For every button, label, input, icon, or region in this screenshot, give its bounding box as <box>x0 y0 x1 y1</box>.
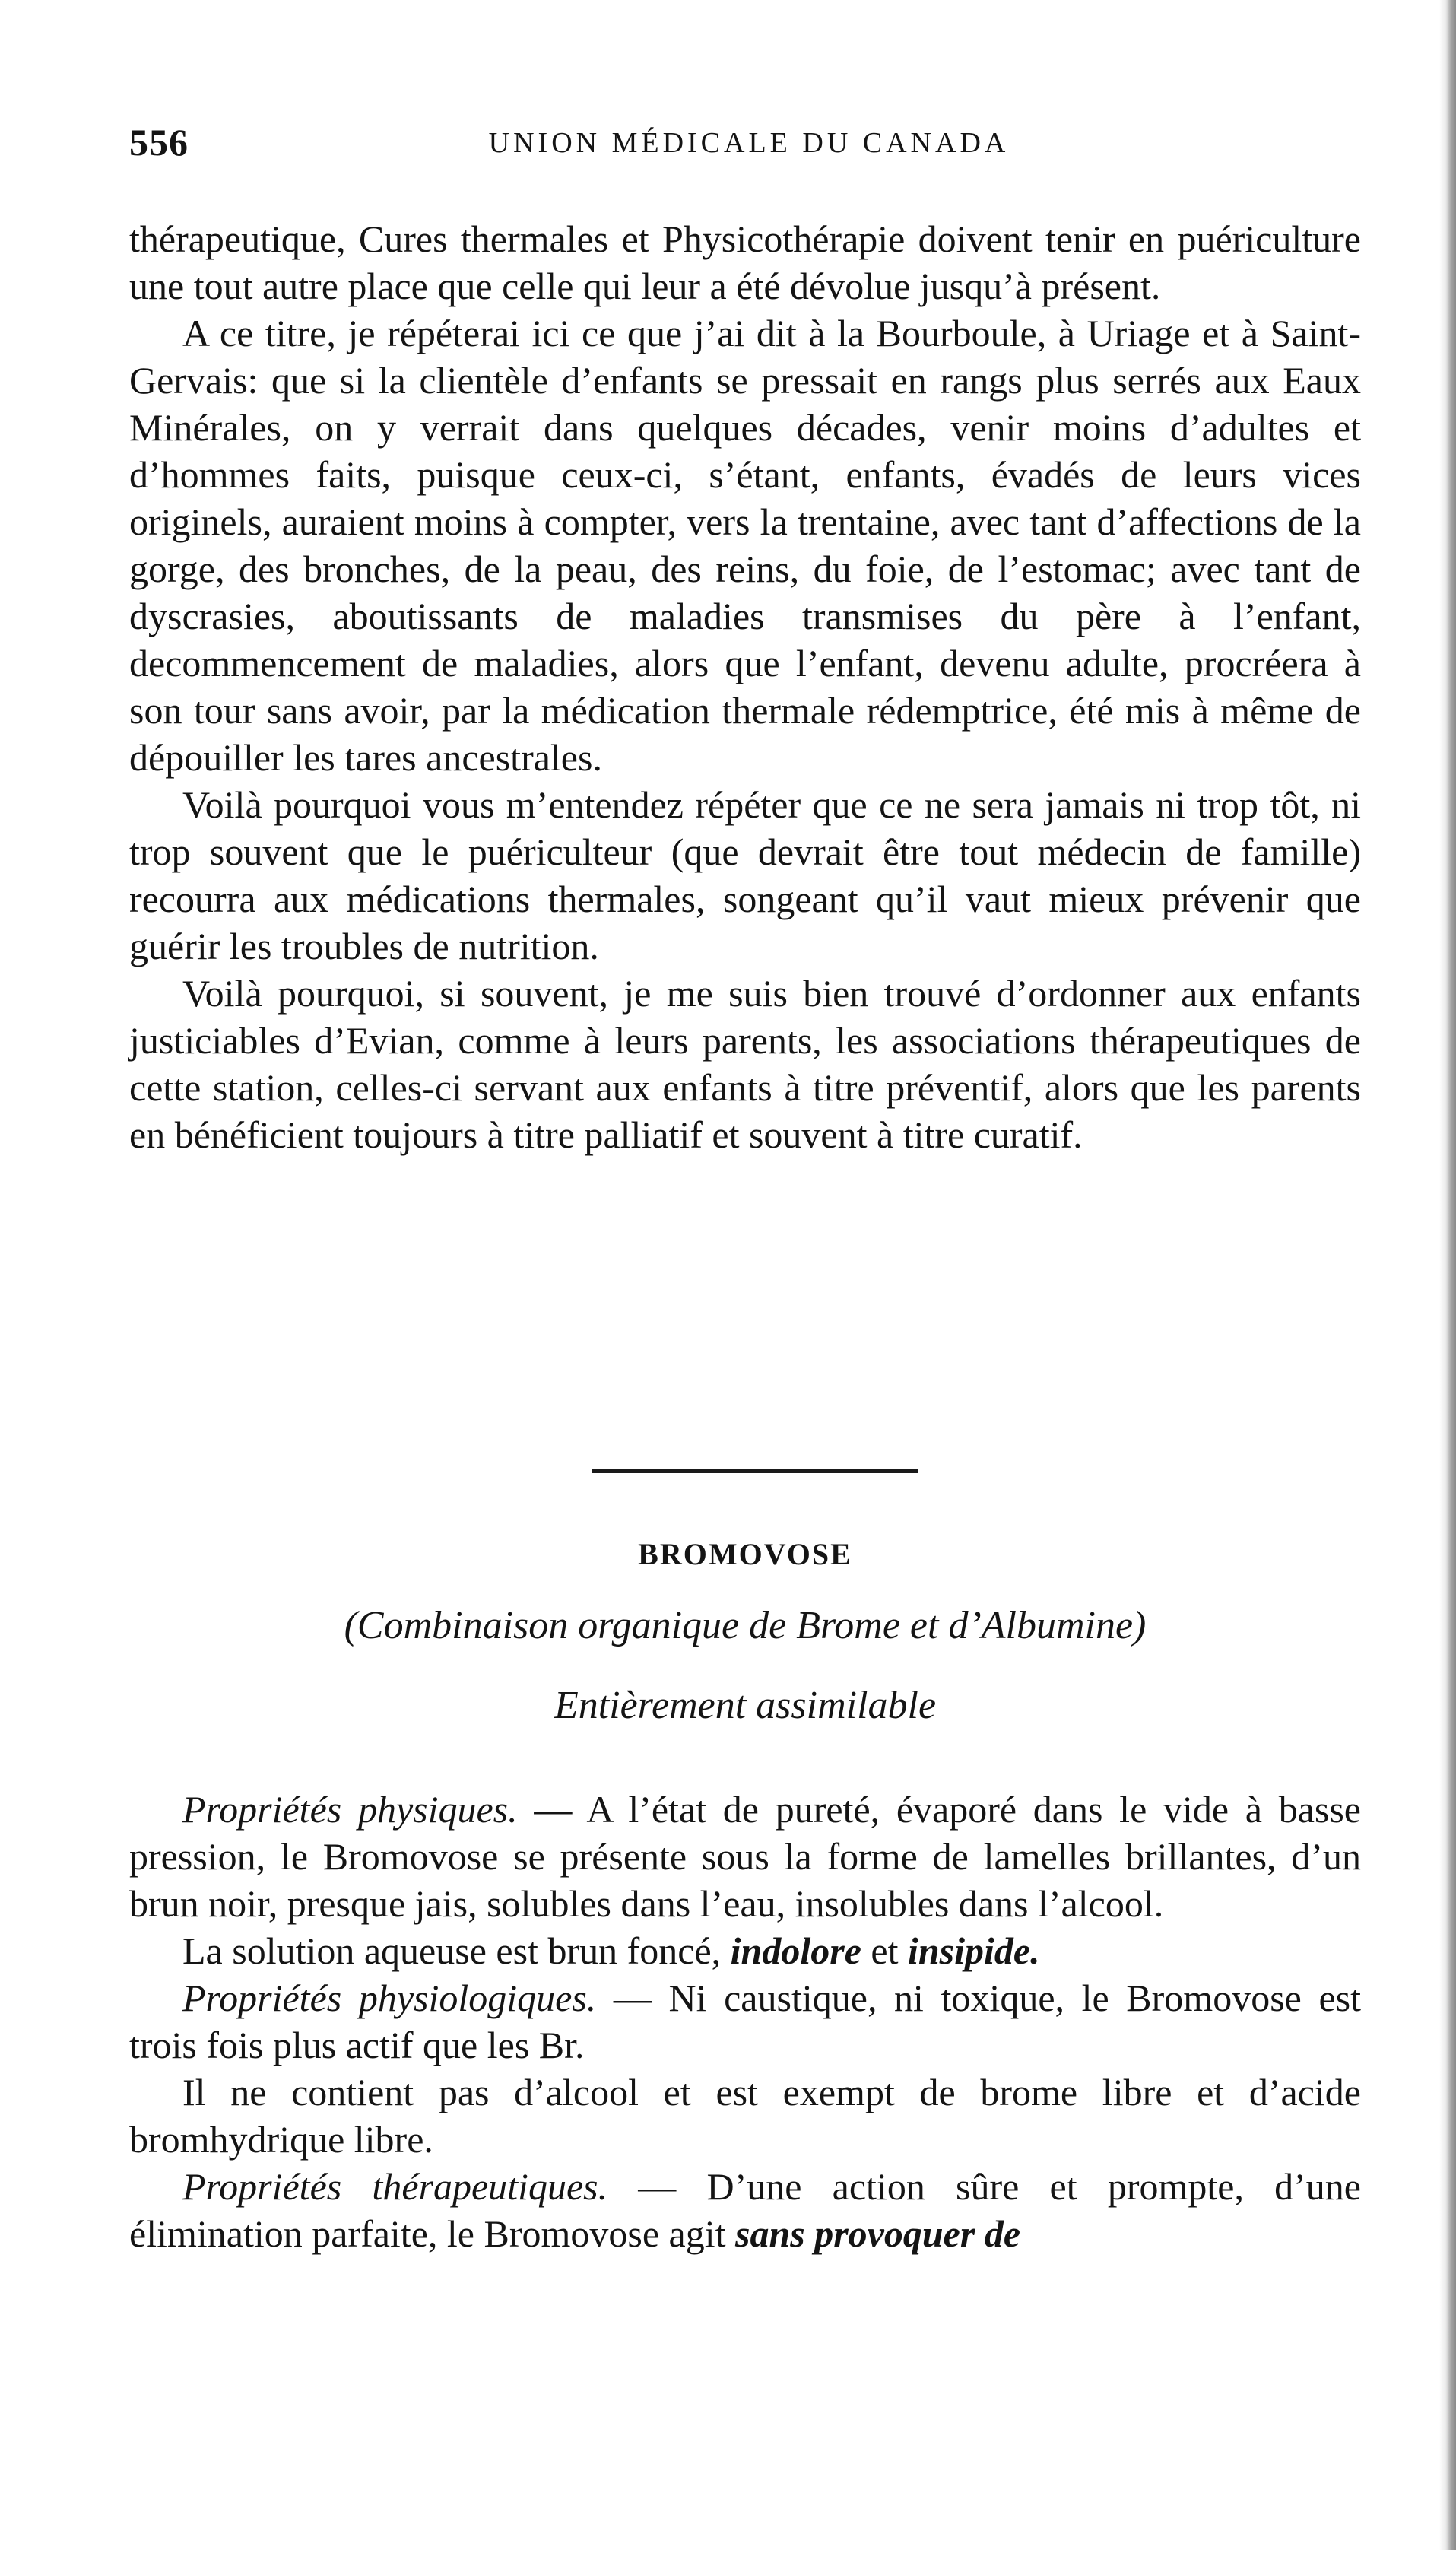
running-head: UNION MÉDICALE DU CANADA <box>488 127 1010 159</box>
section-subtitle-2: Entièrement assimilable <box>554 1684 937 1727</box>
paragraph-3: Voilà pourquoi vous m’entendez répéter que ce ne sera jamais ni trop tôt, ni trop souvent que le puériculteur (que devrait être tout médecin de famille) recourra aux médications thermales, songeant qu’il vaut mieux prévenir que guérir les troubles de nutrition. <box>129 783 1361 967</box>
paragraph-1: thérapeutique, Cures thermales et Physicothérapie doivent tenir en puériculture une tout autre place que celle qui leur a été dévolue jusqu’à présent. <box>129 218 1361 307</box>
physical-properties-text: — A l’état de pureté, évaporé dans le vide à basse pression, le Bromovose se présente sous la forme de lamelles brillantes, d’un brun noir, presque jais, solubles dans l’eau, insolubles dans l’alcool. <box>129 1788 1361 1925</box>
physiological-properties-label: Propriétés physiologiques. <box>182 1977 597 2019</box>
page-edge-shadow <box>1439 0 1456 2550</box>
main-text <box>129 215 1361 1158</box>
physical-properties-paragraph <box>129 1786 1361 1927</box>
section-divider <box>592 1469 918 1473</box>
solution-insipide: insipide. <box>907 1929 1040 1972</box>
paragraph-4: Voilà pourquoi, si souvent, je me suis bien trouvé d’ordonner aux enfants justiciables d’Evian, comme à leurs parents, les associations thérapeutiques de cette station, celles-ci servant aux enfants à titre préventif, alors que les parents en bénéficient toujours à titre palliatif et souvent à titre curatif. <box>129 972 1361 1156</box>
therapeutic-properties-paragraph <box>129 2163 1361 2257</box>
physiological-properties-text: — Ni caustique, ni toxique, le Bromovose est trois fois plus actif que les Br. <box>129 1977 1361 2066</box>
section-title: BROMOVOSE <box>638 1537 852 1571</box>
solution-indolore: indolore <box>730 1929 861 1972</box>
alcohol-paragraph: Il ne contient pas d’alcool et est exempt de brome libre et d’acide bromhydrique libre. <box>129 2071 1361 2161</box>
solution-paragraph <box>129 1927 1361 1974</box>
physical-properties-label: Propriétés physiques. <box>182 1788 518 1831</box>
page-number: 556 <box>129 121 189 164</box>
solution-text-c: et <box>861 1929 908 1972</box>
section-subtitle: (Combinaison organique de Brome et d’Albumine) <box>344 1604 1147 1647</box>
therapeutic-properties-text: — D’une action sûre et prompte, d’une élimination parfaite, le Bromovose agit <box>129 2165 1361 2255</box>
therapeutic-properties-label: Propriétés thérapeutiques. <box>182 2165 608 2208</box>
physiological-properties-paragraph <box>129 1974 1361 2069</box>
therapeutic-properties-end: sans provoquer de <box>735 2212 1021 2255</box>
bromovose-text <box>129 1786 1361 2257</box>
solution-text-a: La solution aqueuse est brun foncé, <box>182 1929 731 1972</box>
paragraph-2: A ce titre, je répéterai ici ce que j’ai dit à la Bourboule, à Uriage et à Saint-Gervais: que si la clientèle d’enfants se pressait en rangs plus serrés aux Eaux Minérales, on y verrait dans quelques décades, venir moins d’adultes et d’hommes faits, puisque ceux-ci, s’étant, enfants, évadés de leurs vices originels, auraient moins à compter, vers la trentaine, avec tant d’affections de la gorge, des bronches, de la peau, des reins, du foie, de l’estomac; avec tant de dyscrasies, aboutissants de maladies transmises du père à l’enfant, decommencement de maladies, alors que l’enfant, devenu adulte, procréera à son tour sans avoir, par la médication thermale rédemptrice, été mis à même de dépouiller les tares ancestrales. <box>129 312 1361 779</box>
page-header <box>129 120 1369 173</box>
